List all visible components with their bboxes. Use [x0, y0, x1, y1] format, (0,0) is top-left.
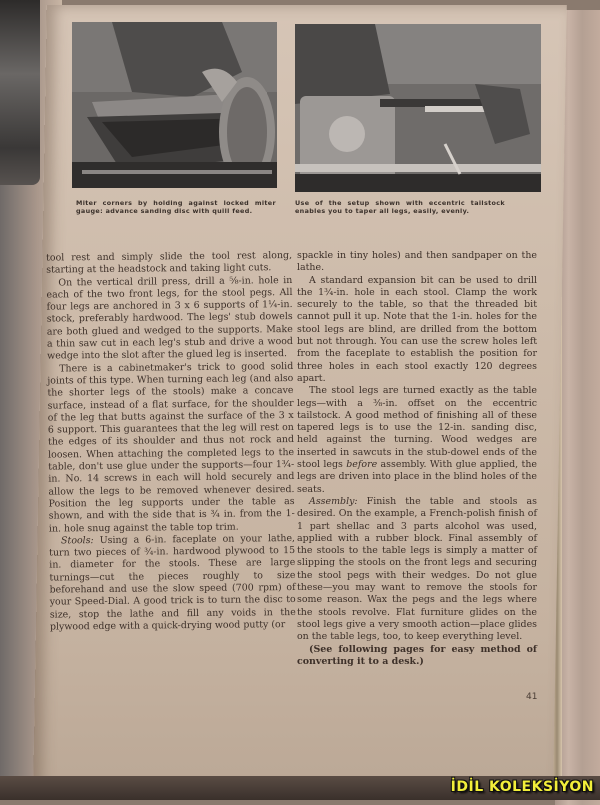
photo-sanding-disc-miter: [72, 22, 277, 188]
section-lead-stools: Stools:: [60, 534, 94, 547]
paragraph: spackle in tiny holes) and then sandpaper on the lathe.: [297, 250, 537, 274]
text-column-left: [46, 250, 296, 634]
paragraph: [297, 385, 537, 496]
see-following-pages-note: (See following pages for easy method of converting it to a desk.): [297, 643, 537, 667]
photo-eccentric-tailstock-lathe: [295, 24, 541, 192]
adjacent-page-photo: [0, 0, 40, 185]
paragraph: tool rest and simply slide the tool rest along, starting at the headstock and taking light cuts.: [46, 250, 293, 276]
paragraph-stools: [49, 533, 296, 634]
watermark-logo: İDİL KOLEKSİYON: [450, 779, 594, 795]
photo-caption-right: Use of the setup shown with eccentric tailstock enables you to taper all legs, easily, evenly.: [295, 199, 505, 215]
paragraph-text: Finish the table and stools as desired. On the example, a French-polish finish of 1 part shellac and 3 parts alcohol was used, applied with a rubber block. Final assembly of the stools to the table legs is simply a matter of slipping the stools on the front legs and securing the stool pegs with their wedges. Do not glue these—you may want to remove the stools for some reason. Wax the pegs and the legs where the stools revolve. Flat furniture glides on the stool legs give a very smooth action—place glides on the table legs, too, to keep everything level.: [297, 495, 537, 643]
paragraph-text: Using a 6-in. faceplate on your lathe, turn two pieces of ¾-in. hardwood plywood to 15 in. diameter for the stools. These are large turnings—cut the pieces roughly to size beforehand and use the slow speed (700 rpm) of your Speed-Dial. A good trick is to turn the disc to size, stop the lathe and fill any voids in the plywood edge with a quick-drying wood putty (or: [49, 532, 296, 633]
emphasis-before: before: [346, 459, 378, 471]
page-number: 41: [526, 692, 538, 702]
photo-caption-left: Miter corners by holding against locked miter gauge: advance sanding disc with quill feed.: [76, 199, 276, 215]
paragraph-assembly: [297, 496, 537, 644]
paragraph: On the vertical drill press, drill a ⅝-in. hole in each of the two front legs, for the stool pegs. All four legs are anchored in 3 x 6 supports of 1¼-in. stock, preferably hardwood. The legs' stub dowels are both glued and wedged to the supports. Make a thin saw cut in each leg's stub and drive a wood wedge into the slot after the glued leg is inserted.: [46, 274, 294, 362]
section-lead-assembly: Assembly:: [309, 495, 358, 507]
paragraph-text: The stool legs are turned exactly as the table legs—with a ⅜-in. offset on the eccentric tailstock. A good method of finishing all of these tapered legs is to use the 12-in. sanding disc, held against the turning. Wood wedges are inserted in sawcuts in the stub-dowel ends of the stool legs: [297, 385, 537, 471]
paragraph: There is a cabinetmaker's trick to good solid joints of this type. When turning each leg (and also the shorter legs of the stools) make a concave surface, instead of a flat surface, for the shoulder of the leg that butts against the surface of the 3 x 6 support. This guarantees that the leg will rest on the edges of its shoulder and thus not rock and loosen. When attaching the completed legs to the table, don't use glue under the supports—four 1¾-in. No. 14 screws in each will hold securely and allow the legs to be removed whenever desired. Position the leg supports under the table as shown, and with the side that is ¾ in. from the 1-in. hole snug against the table top trim.: [47, 360, 295, 535]
paragraph-text: assembly. With glue applied, the legs are driven into place in the blind holes of the seats.: [297, 459, 537, 495]
paragraph: A standard expansion bit can be used to drill the 1¾-in. hole in each stool. Clamp the work securely to the table, so that the threaded bit cannot pull it up. Note that the 1-in. holes for the stool legs are blind, are drilled from the bottom but not through. You can use the screw holes left from the faceplate to establish the position for three holes in each stool exactly 120 degrees apart.: [297, 274, 537, 384]
text-column-right: [297, 250, 537, 668]
